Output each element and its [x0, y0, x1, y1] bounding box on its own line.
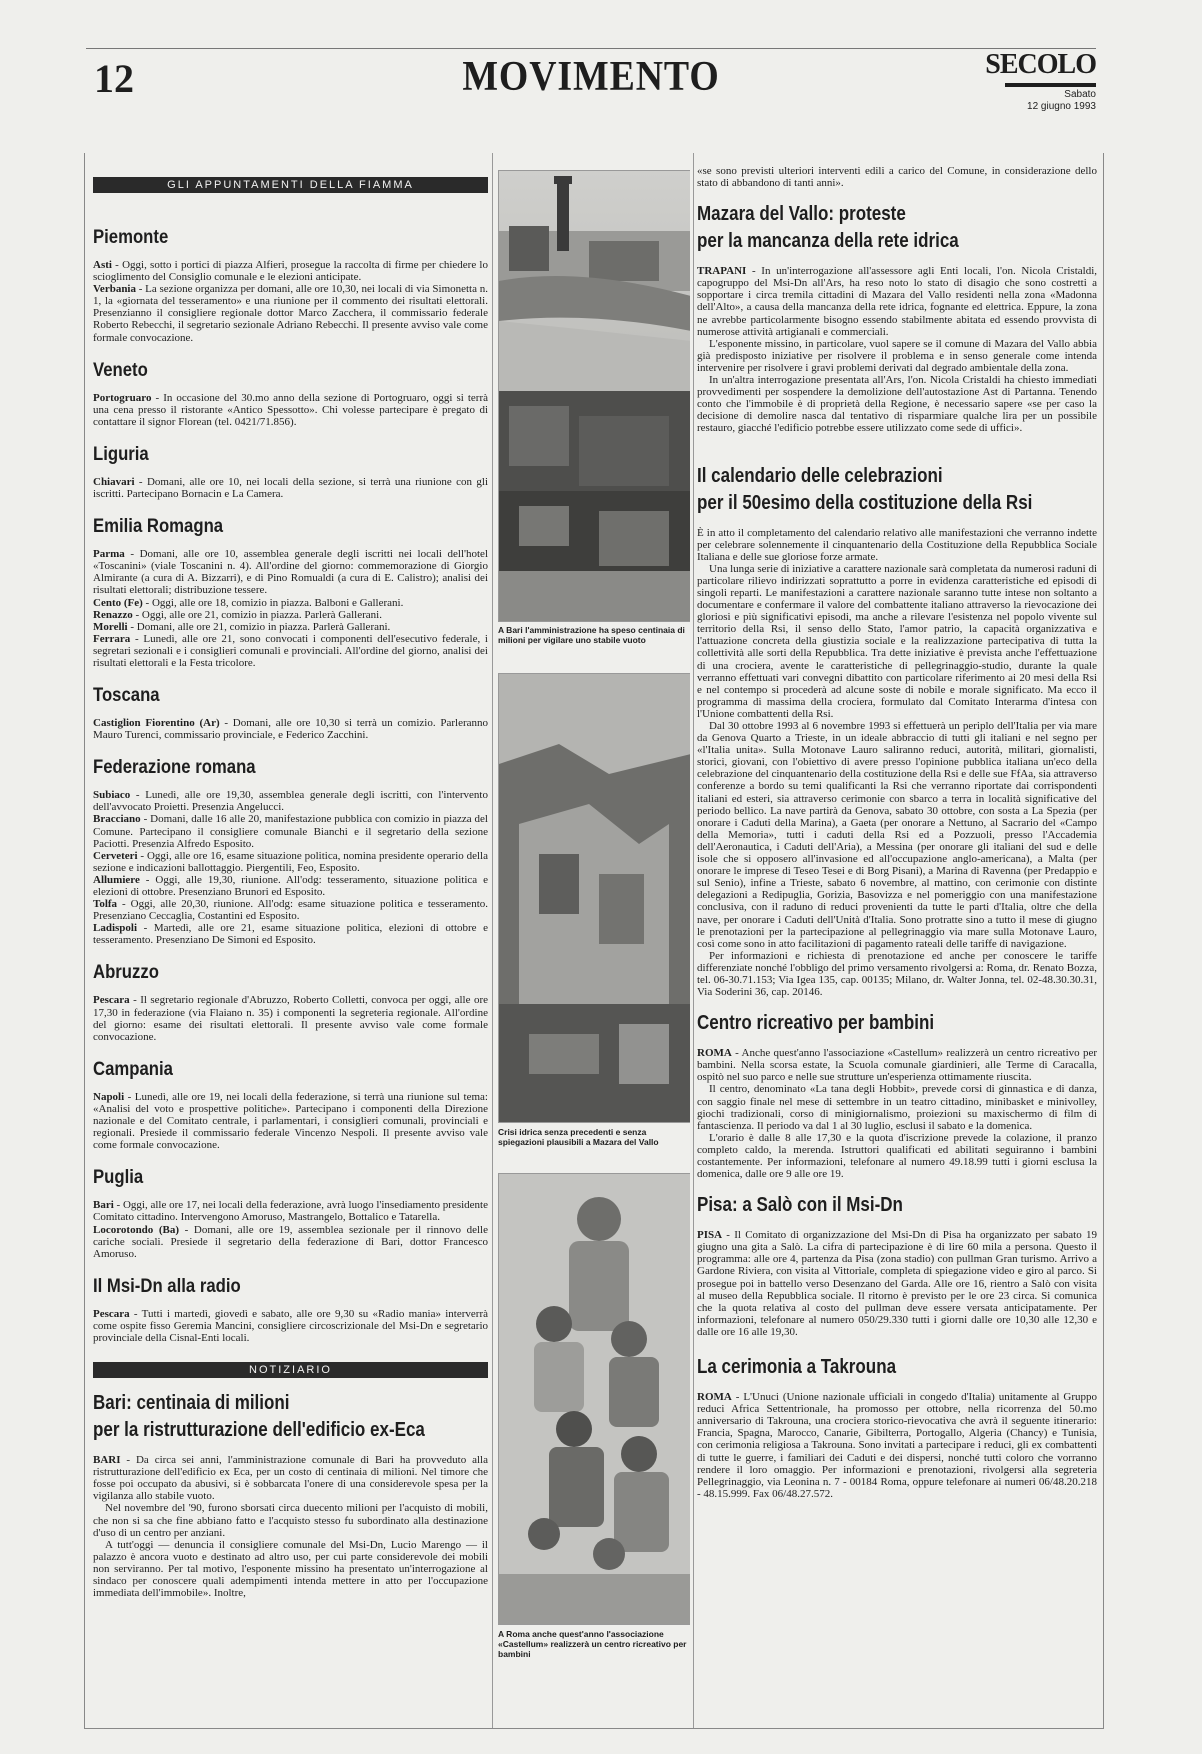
entry-location: Subiaco — [93, 789, 131, 802]
article-centro — [697, 1010, 1097, 1180]
masthead-rule — [1005, 83, 1096, 87]
article-paragraph: A tutt'oggi — denuncia il consigliere comunale del Msi-Dn, Lucio Marengo — il palazzo è ancora vuoto e destinato ad altro uso, per cui parte considerevole dei mobili non serviranno. Per tal motivo, l'esponente missino ha presentato un'interrogazione al sindaco per conoscere quali adempimenti intenda mettere in atto per l'occupazione immediata dell'immobile». Inoltre, — [93, 1538, 488, 1600]
entry-location: Parma — [93, 548, 125, 561]
region-heading: Piemonte — [93, 227, 169, 248]
article-paragraph — [697, 1229, 1097, 1338]
article-paragraph: Nel novembre del '90, furono sborsati circa duecento milioni per l'acquisto di mobili, che non si sa che fine abbiano fatto e l'acquisto stesso fu subordinato alla destinazione d'uso di un centro per anziani. — [93, 1502, 488, 1539]
page-number: 12 — [94, 56, 134, 101]
entry-text: - Martedì, alle ore 21, esame situazione politica, elezioni di ottobre e tesseramento. Presenziano De Simoni ed Esposito. — [93, 922, 488, 947]
photo-bambini — [498, 1173, 690, 1625]
column-rule — [693, 153, 694, 1728]
entry-text: - Lunedì, alle ore 21, sono convocati i componenti dell'esecutivo federale, i segretari sezionali e i consiglieri comunali e provinciali. All'ordine del giorno, analisi dei risultati elettorali e la Festa tricolore. — [93, 632, 488, 669]
region-entries — [93, 1091, 488, 1151]
title-line-1: Il calendario delle celebrazioni — [697, 464, 943, 487]
region-heading: Puglia — [93, 1167, 144, 1189]
entry-text: - Domani, alle ore 10,30 si terrà un comizio. Parleranno Mauro Turenci, commissario provinciale, e Federico Zacchini. — [93, 717, 488, 742]
article-mazara — [697, 201, 1097, 434]
entry-text: - Oggi, sotto i portici di piazza Alfieri, prosegue la raccolta di firme per chiedere lo scioglimento del Consiglio comunale e le elezioni anticipate. — [93, 259, 488, 284]
entry-location: Morelli — [93, 620, 128, 633]
entry-text: - Oggi, alle ore 17, nei locali della federazione, avrà luogo l'insediamento presidente Comitato cittadino. Intervengono Amoruso, Mastrangelo, Bottalico e Tatarella. — [93, 1199, 488, 1224]
article-paragraph — [93, 1454, 488, 1502]
article-rsi — [697, 463, 1097, 999]
article-paragraph: L'esponente missino, in particolare, vuol sapere se il comune di Mazara del Vallo abbia già predisposto iniziative per risolvere il problema e in senso generale come intenda intervenire per risolvere i gravi problemi derivati dal degrado ambientale della zona. — [697, 337, 1097, 374]
entry-text: - Tutti i martedì, giovedì e sabato, alle ore 9,30 su «Radio mania» interverrà come ospite fisso Geremia Mancini, consigliere circoscrizionale del Msi-Dn e segretario provinciale della Cisnal-Enti locali. — [93, 1307, 488, 1344]
article-paragraph: Per informazioni e richiesta di prenotazione ed anche per conoscere le tariffe differenziate nonché l'obbligo del primo versamento rivolgersi a: Roma, dr. Renato Bozza, tel. 06-30.71.153; Via Igea 135, cap. 00135; Milano, dr. Walter Jonna, tel. 02-48.30.30.31, Via Soderini 36, cap. 20146. — [697, 949, 1097, 999]
entry-location: Bari — [93, 1199, 114, 1212]
article-title — [697, 201, 1037, 255]
entry-location: Chiavari — [93, 475, 135, 488]
entry-text: - Oggi, alle 20,30, riunione. All'odg: esame situazione politica e tesseramento. Presenziano Ceccaglia, Costantini ed Esposito. — [93, 898, 488, 923]
entry-location: Pescara — [93, 994, 130, 1007]
region-entries — [93, 789, 488, 946]
article-paragraph — [697, 265, 1097, 338]
entry-location: Cento (Fe) — [93, 596, 143, 609]
masthead-logo: SECOLO — [985, 49, 1096, 80]
caption-bambini: A Roma anche quest'anno l'associazione «Castellum» realizzerà un centro ricreativo per bambini — [498, 1629, 687, 1659]
masthead-date: 12 giugno 1993 — [1027, 101, 1096, 112]
region-entries — [93, 476, 488, 500]
article-takrouna — [697, 1354, 1097, 1500]
column-articles — [697, 153, 1097, 1728]
region-heading: Abruzzo — [93, 962, 159, 984]
region-entries — [93, 259, 488, 344]
title-line-2: per la ristrutturazione dell'edificio ex-Eca — [93, 1419, 425, 1442]
article-paragraph — [697, 1391, 1097, 1500]
article-title: La cerimonia a Takrouna — [697, 1356, 897, 1379]
entry-text: - Oggi, alle ore 16, esame situazione politica, nomina presidente operario della sezione e indicazioni ballottaggio. Piergentili, Feo, Esposito. — [93, 849, 488, 874]
article-paragraph: L'orario è dalle 8 alle 17,30 e la quota d'iscrizione prevede la colazione, il pranzo completo caldo, la merenda. Istruttori qualificati ed abilitati seguiranno i bambini costantemente. Per informazioni, telefonare al numero 49.18.99 tutti i giorni esclusa la domenica, dalle ore 9 alle ore 19. — [697, 1131, 1097, 1181]
entry-location: Ladispoli — [93, 922, 138, 935]
entry-text: - Domani, dalle 16 alle 20, manifestazione pubblica con comizio in piazza del Comune. Partecipano il consigliere comunale Bianchi e il segretario della sezione Paciotti. Presenzia Alfredo Esposito. — [93, 813, 488, 850]
article-title — [93, 1390, 429, 1444]
entry-location: Locorotondo (Ba) — [93, 1223, 180, 1236]
caption-bari: A Bari l'amministrazione ha speso centinaia di milioni per vigilare uno stabile vuoto — [498, 625, 685, 645]
dateline: PISA — [697, 1229, 723, 1242]
region-heading: Emilia Romagna — [93, 516, 224, 538]
entry-text: - Domani, alle ore 21, comizio in piazza. Parlerà Gallerani. — [127, 620, 391, 633]
region-entries — [93, 548, 488, 669]
bari-continued: «se sono previsti ulteriori interventi edili a carico del Comune, in considerazione dello stato di abbandono di tanti anni». — [697, 165, 1097, 190]
page-frame — [84, 153, 1104, 1729]
masthead — [985, 49, 1096, 113]
paragraph-text: - L'Unuci (Unione nazionale ufficiali in congedo d'Italia) unitamente al Gruppo reduci Africa Settentrionale, ha promosso per ottobre, nella ricorrenza del 50.mo anniversario di Takrouna, una crociera storico-rievocativa che avrà il seguente itinerario: Francia, Spagna, Marocco, Canarie, Gibilterra, Portogallo, Algeria (Chancy) e Tunisia, con cerimonia religiosa a Takrouna. Sono invitati a partecipare i reduci, gli ex combattenti di tutte le guerre, i familiari dei Caduti e dei dispersi, nonché tutti coloro che vorranno rendere il loro omaggio. Per informazioni e prenotazioni, rivolgersi alla segreteria Pellegrinaggio, via Leonina n. 7 - 00184 Roma, oppure telefonare ai numeri 06/48.20.218 - 48.15.999. Fax 06/48.27.572. — [697, 1391, 1097, 1500]
article-paragraph: Una lunga serie di iniziative a carattere nazionale sarà completata da numerosi raduni di particolare rilievo indirizzati soprattutto a porre in evidenza caratteristiche ed episodi di singoli reparti. Le manifestazioni a carattere nazionale saranno tutte intese non soltanto a documentare e confermare il valore del combattente italiano attraverso la rievocazione dei gloriosi e più significativi episodi, ma anche a rilevare l'esistenza nel popolo vivente sul territorio della Rsi, il senso dello Stato, l'amor patrio, la capacità organizzativa e l'attuazione concreta della giustizia sociale e la realizzazione partecipativa di tutta la collettività alle sorti della Repubblica. Tra dette iniziative è prevista anche l'effettuazione di una crociera, avente le caratteristiche di pellegrinaggio-studio, durante la quale verranno effettuati vari convegni dibattito con particolare riferimento ai 20 mesi della Rsi e nel contempo si procederà ad alcune soste di nobile e morale significato. Ma ecco il programma di massima della crociera, formulato dal Comitato Interarma d'intesa con l'Unione combattenti della Rsi. — [697, 562, 1097, 720]
dateline: TRAPANI — [697, 265, 747, 278]
entry-location: Pescara — [93, 1307, 130, 1320]
article-bari — [93, 1390, 488, 1599]
entry-location: Verbania — [93, 283, 136, 296]
dateline: ROMA — [697, 1047, 732, 1060]
paragraph-text: - Anche quest'anno l'associazione «Castellum» realizzerà un centro ricreativo per bambini. Nella scorsa estate, la Scuola comunale giardinieri, alle Terme di Caracalla, ospitò nel suo parco e nelle sue strutture un'esperienza ottimamente riuscita. — [697, 1047, 1097, 1084]
entry-text: - Lunedì, alle ore 19, nei locali della federazione, si terrà una riunione sul tema: «Analisi del voto e prospettive politiche». Partecipano i componenti della Direzione nazionale e del Comitato centrale, i parlamentari, i consiglieri comunali, provinciali e regionali. Presiede il commissario federale Vincenzo Nespoli. Il presente avviso vale come formale convocazione. — [93, 1090, 488, 1152]
regions-list — [93, 227, 488, 1344]
paragraph-text: - Da circa sei anni, l'amministrazione comunale di Bari ha provveduto alla ristrutturazione dell'edificio ex Eca, per un costo di centinaia di milioni. Nel timore che fosse poi occupato da abusivi, si è sobbarcata l'onere di una considerevole spesa per la vigilanza allo stabile vuoto. — [93, 1454, 488, 1503]
entry-text: - In occasione del 30.mo anno della sezione di Portogruaro, oggi si terrà una cena presso il ristorante «Antico Spessotto». Chi volesse partecipare è pregato di contattare il signor Florean (tel. 0421/71.856). — [93, 391, 488, 428]
region-entries — [93, 994, 488, 1042]
entry-text: - Lunedì, alle ore 19,30, assemblea generale degli iscritti, con l'intervento dell'avvocato Proietti. Presenzia Angelucci. — [93, 789, 488, 814]
title-line-1: Bari: centinaia di milioni — [93, 1392, 290, 1415]
article-paragraph: In un'altra interrogazione presentata all'Ars, l'on. Nicola Cristaldi ha chiesto immediati provvedimenti per sospendere la demolizione dell'autostazione Ast di Partanna. Tenendo conto che l'immobile è di proprietà della Regione, è necessario sapere «se per caso la decisione di demolire nasca dal tentativo di risparmiare qualche lira per un possibile restauro, giacché l'edificio potrebbe essere utilizzato come sede di uffici». — [697, 374, 1097, 435]
column-photos — [498, 153, 690, 1728]
article-title: Pisa: a Salò con il Msi-Dn — [697, 1194, 903, 1217]
entry-text: - Oggi, alle ore 21, comizio in piazza. Parlerà Gallerani. — [132, 608, 382, 621]
entry-location: Tolfa — [93, 898, 118, 911]
article-title: Centro ricreativo per bambini — [697, 1012, 935, 1035]
paragraph-text: - In un'interrogazione all'assessore agli Enti locali, l'on. Nicola Cristaldi, capogruppo del Msi-Dn all'Ars, ha reso noto lo stato di disagio che sono costretti a sopportare i circa tremila cittadini di Mazara del Vallo residenti nella zona «Madonna dell'Alto», a causa della mancanza della rete idrica, fognante ed elettrica. Eppure, la zona ne avrebbe particolarmente bisogno essendo stabilmente abitata ed essendo provvista di numerose attività artigianali e commerciali. — [697, 265, 1097, 338]
region-entries — [93, 1199, 488, 1259]
region-heading: Il Msi-Dn alla radio — [93, 1275, 241, 1297]
article-paragraph — [697, 1047, 1097, 1083]
entry-location: Ferrara — [93, 632, 131, 645]
entry-text: - Domani, alle ore 10, assemblea generale degli iscritti nei locali dell'hotel «Toscanini» (viale Toscanini n. 4). All'ordine del giorno: commemorazione di Giorgio Almirante (a cura di A. Bizzarri), e di Pino Romualdi (a cura di E. Calistro); analisi dei risultati elettorali; distribuzione tessere. — [93, 548, 488, 597]
region-entries — [93, 392, 488, 428]
section-title: MOVIMENTO — [462, 54, 720, 100]
photo-mazara-ruins — [498, 673, 690, 1123]
entry-location: Cerveteri — [93, 849, 138, 862]
entry-location: Asti — [93, 259, 112, 271]
region-entries — [93, 717, 488, 741]
title-line-2: per il 50esimo della costituzione della Rsi — [697, 491, 1033, 514]
region-entries — [93, 1308, 488, 1344]
masthead-day: Sabato — [1064, 89, 1096, 100]
article-pisa — [697, 1192, 1097, 1338]
article-title — [697, 463, 1037, 517]
title-line-2: per la mancanza della rete idrica — [697, 230, 959, 253]
article-paragraph: Dal 30 ottobre 1993 al 6 novembre 1993 si effettuerà un periplo dell'Italia per via mare da Genova Quarto a Trieste, in un ideale abbraccio di tutti gli italiani e nel segno per «l'Italia unita». Sulla Motonave Lauro saliranno reduci, autorità, militari, giornalisti, storici, giovani, con l'obiettivo di avere presso l'opinione pubblica italiana un'eco della celebrazione del cinquantenario della costituzione della Rsi e delle sue FfAa, sia attraverso conferenze a bordo su temi qualificanti la Rsi che verranno riportate dai corrispondenti italiani ed esteri, sia attraverso cerimonie con sbarco a terra in località significative del periodo bellico. La nave partirà da Genova, sabato 30 ottobre, con sosta a La Spezia (per onorare i Caduti della Marina), a Gaeta (per onorare a Nettuno, al Sacrario del «Campo della Memoria», tutti i caduti della Rsi ed a Pozzuoli, presso l'Accademia dell'Aeronautica, i Caduti dell'Aria), a Messina (per onorare gli italiani del sud e delle isole che si opposero all'invasione ed all'occupazione anglo-americana), a Malta (per onorare le imprese di Teseo Tesei e di Borg Pisani), a Marina di Ravenna (per Predappio e sul Senio), infine a Trieste, sabato 6 novembre, al mattino, con cerimonie con distinte delegazioni a Redipuglia, Gorizia, Basovizza e nel pomeriggio con una manifestazione conclusiva, con il raduno di reduci provenienti da tutte le parti d'Italia, oltre che della nave, per onorare i Caduti dell'Unità d'Italia. Sono protratte sino a tutto il mese di giugno le prenotazioni per la partecipazione al pellegrinaggio via mare sulla Motonave Lauro, così come sono in atto facilitazioni di pagamento rateali delle tariffe di navigazione. — [697, 720, 1097, 950]
photo-bari-skyline — [498, 170, 690, 622]
page-folio — [86, 48, 1096, 111]
entry-text: - Oggi, alle 19,30, riunione. All'odg: tesseramento, situazione politica e elezioni di ottobre. Presenziano Brunori ed Esposito. — [93, 873, 488, 898]
section-header-notiziario: NOTIZIARIO — [93, 1362, 488, 1378]
article-paragraph: Il centro, denominato «La tana degli Hobbit», prevede corsi di ginnastica e di danza, con saggio finale nel mese di settembre in un teatro cittadino, minibasket e minivolley, giochi tradizionali, corso di minigiornalismo, proiezioni su maxischermo di film di fantascienza. Il periodo va dal 1 al 30 luglio, esclusi il sabato e la domenica. — [697, 1083, 1097, 1132]
section-header-appuntamenti: GLI APPUNTAMENTI DELLA FIAMMA — [93, 177, 488, 193]
dateline: ROMA — [697, 1391, 732, 1404]
article-paragraph: È in atto il completamento del calendario relativo alle manifestazioni che verranno indette per celebrare solennemente il cinquantenario della Costituzione della Repubblica Sociale Italiana e delle sue gloriose forze armate. — [697, 526, 1097, 563]
title-line-1: Mazara del Vallo: proteste — [697, 203, 906, 226]
dateline: BARI — [93, 1454, 121, 1467]
region-heading: Toscana — [93, 685, 160, 707]
column-appuntamenti — [93, 153, 488, 1728]
entry-text: - Domani, alle ore 19, assemblea sezionale per il rinnovo delle cariche sociali. Presiede il segretario della federazione di Bari, dottor Francesco Amoruso. — [93, 1223, 488, 1260]
caption-mazara: Crisi idrica senza precedenti e senza spiegazioni plausibili a Mazara del Vallo — [498, 1127, 659, 1147]
region-heading: Federazione romana — [93, 757, 256, 779]
region-heading: Liguria — [93, 443, 149, 465]
entry-location: Napoli — [93, 1090, 125, 1103]
entry-location: Bracciano — [93, 813, 141, 826]
entry-location: Renazzo — [93, 608, 133, 621]
region-heading: Campania — [93, 1058, 173, 1080]
entry-text: - La sezione organizza per domani, alle ore 10,30, nei locali di via Simonetta n. 1, la «giornata del tesseramento» e una riunione per il commento dei risultati elettorali. Presenzianno il consigliere regionale dottor Marco Zacchera, il commissario federale Roberto Rebecchi, il segretario sezionale Adriano Rebecchi. Il presente avviso vale come formale convocazione. — [93, 283, 488, 344]
column-rule — [492, 153, 493, 1728]
entry-text: - Il segretario regionale d'Abruzzo, Roberto Colletti, convoca per oggi, alle ore 17,30 in federazione (via Flaiano n. 35) i componenti la segreteria regionale. All'ordine del giorno: esame dei risultati elettorali. Il presente avviso vale come formale convocazione. — [93, 994, 488, 1043]
paragraph-text: - Il Comitato di organizzazione del Msi-Dn di Pisa ha organizzato per sabato 19 giugno una gita a Salò. La cifra di partecipazione è di lire 60 mila a persona. Questo il programma: alle ore 4, partenza da Pisa (zona stadio) con pullman Gran turismo. Arrivo a Gardone Riviera, con visita al Vittoriale, completa di spiegazione video e giro al parco. Si prosegue poi in battello verso Desenzano del Garda. Alle ore 16, rientro a Salò con visita al museo della Repubblica sociale. Il ritorno è previsto per le ore 23 circa. Si comunica che la quota relativa al costo del pullman deve essere versata anticipatamente. Per informazioni, telefonare al numero 050/29.330 tutti i giorni dalle ore 10,30 alle 12,30 e dalle ore 16 alle 19,30. — [697, 1229, 1097, 1338]
entry-location: Allumiere — [93, 873, 140, 886]
entry-location: Portogruaro — [93, 391, 152, 404]
entry-text: - Oggi, alle ore 18, comizio in piazza. Balboni e Gallerani. — [142, 596, 404, 609]
region-heading: Veneto — [93, 359, 148, 381]
entry-location: Castiglion Fiorentino (Ar) — [93, 717, 220, 730]
entry-text: - Domani, alle ore 10, nei locali della sezione, si terrà una riunione con gli iscritti. Partecipano Bornacin e La Camera. — [93, 475, 488, 501]
